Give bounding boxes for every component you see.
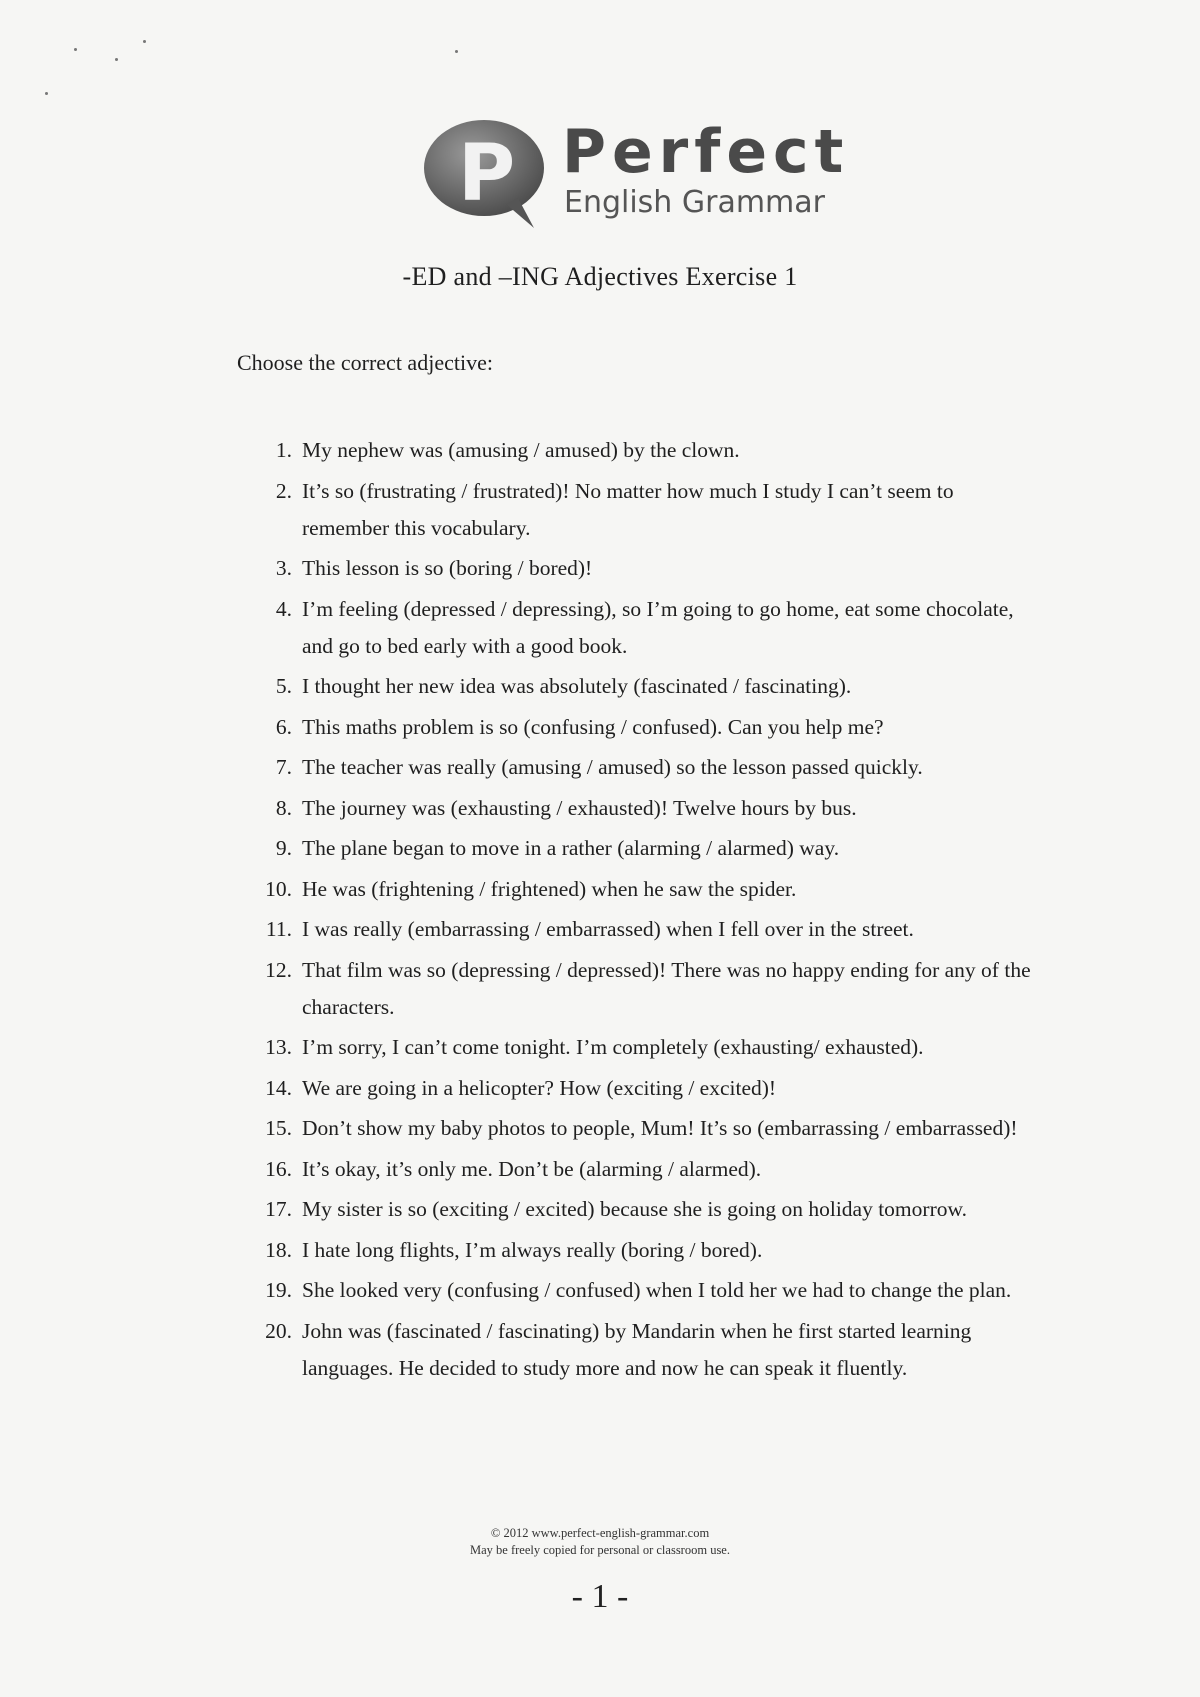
exercise-item xyxy=(250,1272,1040,1309)
exercise-sentence: The plane began to move in a rather (alarming / alarmed) way. xyxy=(302,836,840,860)
exercise-number: 17. xyxy=(265,1197,292,1221)
exercise-number: 19. xyxy=(265,1278,292,1302)
exercise-sentence: That film was so (depressing / depressed)! There was no happy ending for any of the characters. xyxy=(302,957,1031,1019)
exercise-number: 16. xyxy=(265,1156,292,1181)
exercise-sentence: I thought her new idea was absolutely (fascinated / fascinating). xyxy=(302,674,852,698)
exercise-number: 18. xyxy=(265,1237,292,1262)
exercise-sentence: Don’t show my baby photos to people, Mum! It’s so (embarrassing / embarrassed)! xyxy=(302,1116,1018,1140)
page-number: - 1 - xyxy=(571,1578,629,1615)
exercise-sentence: I’m sorry, I can’t come tonight. I’m completely (exhausting/ exhausted). xyxy=(302,1035,924,1059)
exercise-sentence: It’s okay, it’s only me. Don’t be (alarming / alarmed). xyxy=(302,1156,762,1181)
scan-speck xyxy=(45,92,48,95)
exercise-list xyxy=(250,432,1040,1390)
exercise-sentence: John was (fascinated / fascinating) by Mandarin when he first started learning languages. He decided to study more and now he can speak it fluently. xyxy=(302,1318,972,1380)
exercise-item xyxy=(250,1070,1040,1107)
exercise-item xyxy=(250,432,1040,469)
exercise-item xyxy=(250,952,1040,1026)
exercise-number: 14. xyxy=(265,1075,292,1100)
exercise-number: 11. xyxy=(265,917,292,941)
exercise-item xyxy=(250,871,1040,908)
exercise-number: 13. xyxy=(265,1035,292,1059)
exercise-sentence: This maths problem is so (confusing / confused). Can you help me? xyxy=(302,714,884,739)
exercise-number: 12. xyxy=(265,957,292,982)
exercise-item xyxy=(250,668,1040,705)
exercise-item xyxy=(250,1191,1040,1228)
logo-subtitle: English Grammar xyxy=(564,185,825,220)
exercise-item xyxy=(250,1029,1040,1066)
exercise-item xyxy=(250,790,1040,827)
footer-copyright: © 2012 www.perfect-english-grammar.com xyxy=(490,1526,710,1540)
exercise-item xyxy=(250,749,1040,786)
exercise-sentence: The teacher was really (amusing / amused) so the lesson passed quickly. xyxy=(302,755,923,779)
footer xyxy=(0,1525,1200,1559)
exercise-number: 9. xyxy=(275,836,292,860)
scan-speck xyxy=(115,58,118,61)
scan-speck xyxy=(74,48,77,51)
scan-speck xyxy=(455,50,458,53)
exercise-sentence: I was really (embarrassing / embarrassed) when I fell over in the street. xyxy=(302,917,914,941)
exercise-sentence: My nephew was (amusing / amused) by the clown. xyxy=(302,438,740,462)
exercise-item xyxy=(250,709,1040,746)
exercise-sentence: The journey was (exhausting / exhausted)! Twelve hours by bus. xyxy=(302,795,857,820)
exercise-sentence: He was (frightening / frightened) when he saw the spider. xyxy=(302,876,797,901)
exercise-number: 7. xyxy=(275,755,292,779)
exercise-number: 8. xyxy=(275,795,292,820)
exercise-item xyxy=(250,473,1040,547)
exercise-sentence: She looked very (confusing / confused) when I told her we had to change the plan. xyxy=(302,1278,1012,1302)
exercise-item xyxy=(250,550,1040,587)
exercise-sentence: We are going in a helicopter? How (exciting / excited)! xyxy=(302,1075,777,1100)
exercise-item xyxy=(250,1151,1040,1188)
exercise-sentence: My sister is so (exciting / excited) because she is going on holiday tomorrow. xyxy=(302,1197,967,1221)
exercise-sentence: It’s so (frustrating / frustrated)! No matter how much I study I can’t seem to remember this vocabulary. xyxy=(302,478,954,540)
page-title: -ED and –ING Adjectives Exercise 1 xyxy=(402,262,798,291)
exercise-sentence: This lesson is so (boring / bored)! xyxy=(302,556,593,580)
exercise-number: 15. xyxy=(265,1116,292,1140)
footer-usage: May be freely copied for personal or classroom use. xyxy=(470,1543,730,1557)
logo-letter: P xyxy=(458,129,516,219)
exercise-number: 5. xyxy=(275,674,292,698)
exercise-number: 20. xyxy=(265,1318,292,1343)
brand-logo xyxy=(422,118,852,238)
exercise-number: 1. xyxy=(275,438,292,462)
exercise-item xyxy=(250,830,1040,867)
exercise-item xyxy=(250,591,1040,665)
scan-speck xyxy=(143,40,146,43)
exercise-number: 3. xyxy=(275,556,292,580)
exercise-item xyxy=(250,911,1040,948)
exercise-number: 4. xyxy=(275,596,292,621)
exercise-sentence: I’m feeling (depressed / depressing), so I’m going to go home, eat some chocolate, and go to bed early with a good book. xyxy=(302,596,1014,658)
speech-bubble-logo-icon xyxy=(422,118,550,230)
exercise-item xyxy=(250,1313,1040,1387)
exercise-number: 10. xyxy=(265,876,292,901)
exercise-sentence: I hate long flights, I’m always really (boring / bored). xyxy=(302,1237,763,1262)
exercise-item xyxy=(250,1110,1040,1147)
logo-word: Perfect xyxy=(562,117,850,187)
instruction-text: Choose the correct adjective: xyxy=(237,350,493,375)
exercise-number: 2. xyxy=(275,478,292,503)
exercise-item xyxy=(250,1232,1040,1269)
exercise-number: 6. xyxy=(275,714,292,739)
